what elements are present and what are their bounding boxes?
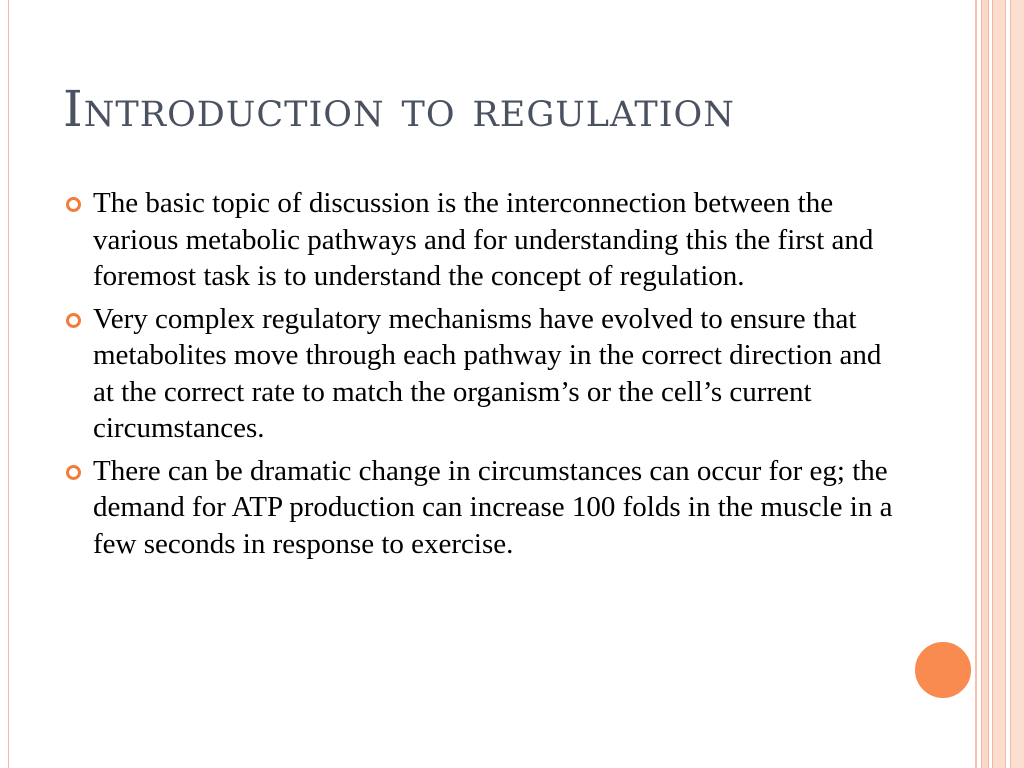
right-stripe [992, 0, 1006, 768]
hollow-circle-icon [66, 465, 81, 480]
hollow-circle-icon [66, 197, 81, 212]
orange-circle-icon [912, 639, 974, 701]
hollow-circle-icon [66, 313, 81, 328]
bullet-item [64, 185, 894, 295]
left-frame-line [8, 0, 9, 768]
bullet-list [64, 185, 894, 568]
bullet-text: There can be dramatic change in circumstances can occur for eg; the demand for ATP production can increase 100 folds in the muscle in a few seconds in response to exercise. [93, 454, 893, 560]
right-stripe [981, 0, 989, 768]
bullet-text: The basic topic of discussion is the interconnection between the various metabolic pathways and for understanding this the first and foremost task is to understand the concept of regulation. [93, 187, 874, 292]
bullet-text: Very complex regulatory mechanisms have evolved to ensure that metabolites move through each pathway in the correct direction and at the correct rate to match the organism’s or the cell’s current circumstances. [93, 302, 882, 444]
slide-title: Introduction to regulation [63, 80, 735, 138]
right-stripe [975, 0, 977, 768]
bullet-item [64, 301, 894, 447]
bullet-item [64, 453, 894, 563]
right-stripe [1010, 0, 1024, 768]
